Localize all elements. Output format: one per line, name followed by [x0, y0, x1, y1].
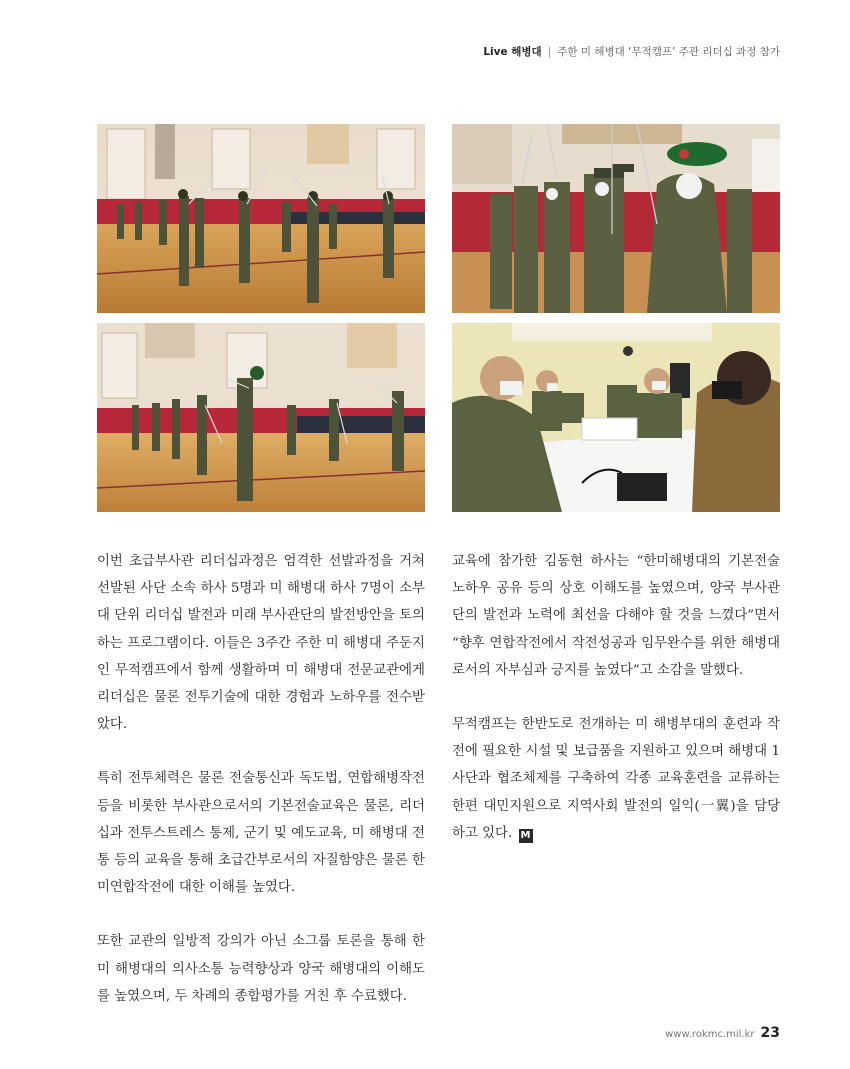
paragraph-text: 무적캠프는 한반도로 전개하는 미 해병부대의 훈련과 작전에 필요한 시설 및 보급품을 지원하고 있으며 해병대 1사단과 협조체제를 구축하여 각종 교육훈련을 교류하는 한편 대민지원으로 지역사회 발전의 일익(一翼)을 담당하고 있다.: [452, 717, 780, 841]
photo-group-discussion: [452, 323, 780, 512]
site-url: www.rokmc.mil.kr: [665, 1029, 755, 1040]
page-footer: [665, 1022, 780, 1041]
header-title: 주한 미 해병대 ‘무적캠프’ 주관 리더십 과정 참가: [557, 46, 780, 58]
paragraph: 교육에 참가한 김동현 하사는 “한미해병대의 기본전술 노하우 공유 등의 상호 이해도를 높였으며, 양국 부사관단의 발전과 노력에 최선을 다해야 할 것을 느꼈다”면서 “향후 연합작전에서 작전성공과 임무완수를 위한 해병대로서의 자부심과 긍지를 높였다”고 소감을 말했다.: [452, 554, 780, 678]
photo-sword-drill-wide: [97, 124, 425, 313]
paragraph: 이번 초급부사관 리더십과정은 엄격한 선발과정을 거쳐 선발된 사단 소속 하사 5명과 미 해병대 하사 7명이 소부대 단위 리더십 발전과 미래 부사관단의 발전방안을 토의하는 프로그램이다. 이들은 3주간 주한 미 해병대 주둔지인 무적캠프에서 함께 생활하며 미 해병대 전문교관에게 리더십은 물론 전투기술에 대한 경험과 노하우를 전수받았다.: [97, 554, 425, 733]
running-header: [483, 44, 780, 59]
paragraph: 또한 교관의 일방적 강의가 아닌 소그룹 토론을 통해 한미 해병대의 의사소통 능력향상과 양국 해병대의 이해도를 높였으며, 두 차례의 종합평가를 거친 후 수료했다.: [97, 934, 425, 1004]
page-number: 23: [760, 1025, 780, 1041]
photo-sword-drill-line: [97, 323, 425, 512]
paragraph: 특히 전투체력은 물론 전술통신과 독도법, 연합해병작전 등을 비롯한 부사관으로서의 기본전술교육은 물론, 리더십과 전투스트레스 통제, 군기 및 예도교육, 미 해병대 전통 등의 교육을 통해 초급간부로서의 자질함양은 물론 한미연합작전에 대한 이해를 높였다.: [97, 771, 425, 896]
end-mark-icon: M: [519, 829, 533, 843]
body-column-right: [452, 548, 780, 874]
photo-sword-salute-closeup: [452, 124, 780, 313]
body-column-left: [97, 548, 425, 1037]
paragraph-last: [452, 711, 780, 847]
header-divider: |: [547, 46, 552, 58]
section-label: Live 해병대: [483, 46, 542, 58]
